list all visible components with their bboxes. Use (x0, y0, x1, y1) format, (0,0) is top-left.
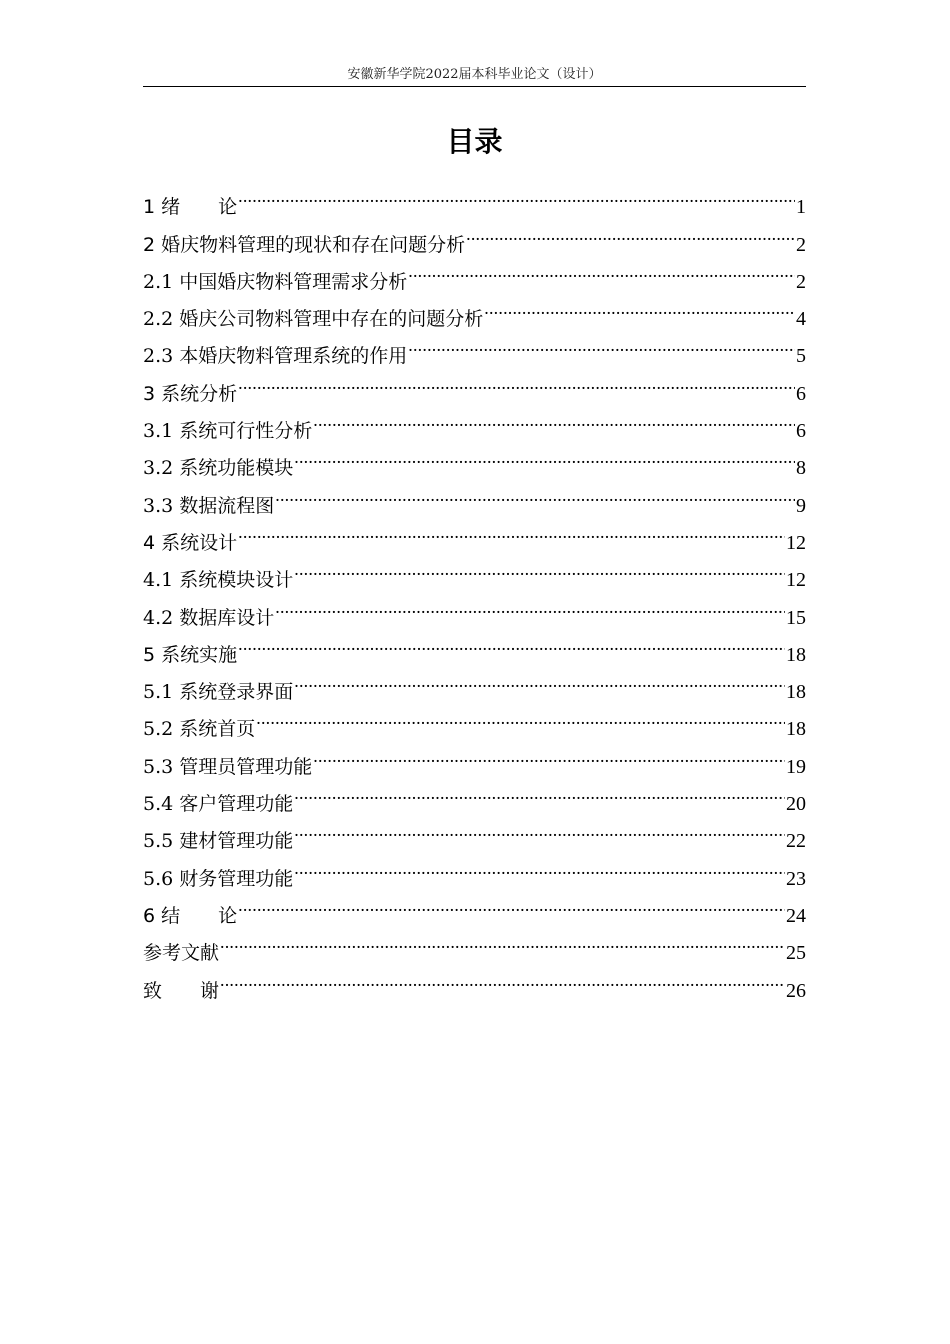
table-of-contents (143, 176, 806, 1002)
toc-dot-leader (220, 959, 785, 996)
toc-entry-label: 5.3 管理员管理功能 (143, 755, 313, 778)
toc-dot-leader (408, 251, 795, 288)
toc-entry[interactable] (143, 549, 806, 592)
toc-page-number: 2 (796, 270, 806, 293)
toc-dot-leader (294, 549, 785, 586)
toc-page-number: 6 (796, 382, 806, 405)
toc-entry-label: 3.1 系统可行性分析 (143, 420, 313, 443)
toc-entry[interactable] (143, 922, 806, 965)
toc-entry[interactable] (143, 176, 806, 219)
toc-dot-leader (313, 400, 795, 437)
toc-dot-leader (256, 698, 785, 735)
toc-entry-label: 6 结 论 (143, 904, 238, 927)
toc-entry[interactable] (143, 362, 806, 405)
toc-page-number: 2 (796, 233, 806, 256)
toc-page-number: 22 (786, 830, 806, 853)
toc-dot-leader (294, 661, 785, 698)
toc-page-number: 4 (796, 308, 806, 331)
toc-entry-label: 4.2 数据库设计 (143, 606, 275, 629)
toc-page-number: 12 (786, 569, 806, 592)
toc-entry[interactable] (143, 512, 806, 554)
toc-dot-leader (294, 847, 785, 884)
toc-entry-label: 3.2 系统功能模块 (143, 457, 294, 480)
toc-entry-label: 5.1 系统登录界面 (143, 681, 294, 704)
toc-dot-leader (294, 810, 785, 847)
toc-page-number: 18 (786, 718, 806, 741)
toc-entry-label: 2.1 中国婚庆物料管理需求分析 (143, 270, 408, 293)
toc-entry-label: 4 系统设计 (143, 531, 238, 554)
toc-page-number: 9 (796, 494, 806, 517)
toc-entry-label: 致 谢 (143, 979, 220, 1002)
toc-entry-label: 5.6 财务管理功能 (143, 867, 294, 890)
toc-entry-label: 4.1 系统模块设计 (143, 569, 294, 592)
toc-entry-label: 参考文献 (143, 942, 220, 965)
toc-dot-leader (408, 325, 795, 362)
toc-dot-leader (275, 474, 795, 511)
toc-page-number: 25 (786, 942, 806, 965)
toc-dot-leader (238, 362, 795, 399)
toc-dot-leader (238, 885, 785, 922)
toc-entry[interactable] (143, 959, 806, 1002)
toc-page-number: 26 (786, 979, 806, 1002)
toc-page-number: 5 (796, 345, 806, 368)
toc-dot-leader (238, 624, 785, 661)
toc-dot-leader (220, 922, 785, 959)
toc-entry-label: 3 系统分析 (143, 382, 238, 405)
toc-entry-label: 5.5 建材管理功能 (143, 830, 294, 853)
toc-page-number: 23 (786, 867, 806, 890)
toc-dot-leader (294, 773, 785, 810)
toc-dot-leader (238, 512, 785, 549)
toc-entry-label: 3.3 数据流程图 (143, 494, 275, 517)
toc-entry-label: 1 绪 论 (143, 196, 238, 219)
toc-page-number: 24 (786, 904, 806, 927)
toc-dot-leader (294, 437, 795, 474)
toc-dot-leader (484, 288, 795, 325)
toc-title: 目录 (446, 125, 503, 158)
toc-page-number: 15 (786, 606, 806, 629)
toc-dot-leader (466, 213, 795, 250)
toc-entry-label: 5 系统实施 (143, 643, 238, 666)
toc-entry-label: 2.2 婚庆公司物料管理中存在的问题分析 (143, 308, 484, 331)
toc-page-number: 1 (796, 196, 806, 219)
toc-page-number: 8 (796, 457, 806, 480)
toc-page-number: 18 (786, 643, 806, 666)
toc-entry[interactable] (143, 213, 806, 256)
toc-page-number: 19 (786, 755, 806, 778)
toc-dot-leader (313, 735, 785, 772)
toc-entry[interactable] (143, 624, 806, 666)
toc-page-number: 6 (796, 420, 806, 443)
toc-page-number: 18 (786, 681, 806, 704)
toc-dot-leader (275, 586, 785, 623)
header-rule (143, 86, 806, 87)
toc-entry[interactable] (143, 885, 806, 927)
toc-entry[interactable] (143, 661, 806, 704)
toc-entry-label: 2.3 本婚庆物料管理系统的作用 (143, 345, 408, 368)
toc-entry-label: 2 婚庆物料管理的现状和存在问题分析 (143, 233, 466, 256)
toc-entry-label: 5.2 系统首页 (143, 718, 256, 741)
toc-entry[interactable] (143, 400, 806, 443)
toc-entry-label: 5.4 客户管理功能 (143, 793, 294, 816)
toc-page-number: 20 (786, 793, 806, 816)
toc-dot-leader (238, 176, 795, 213)
running-header: 安徽新华学院2022届本科毕业论文（设计） (347, 67, 602, 82)
toc-page-number: 12 (786, 531, 806, 554)
